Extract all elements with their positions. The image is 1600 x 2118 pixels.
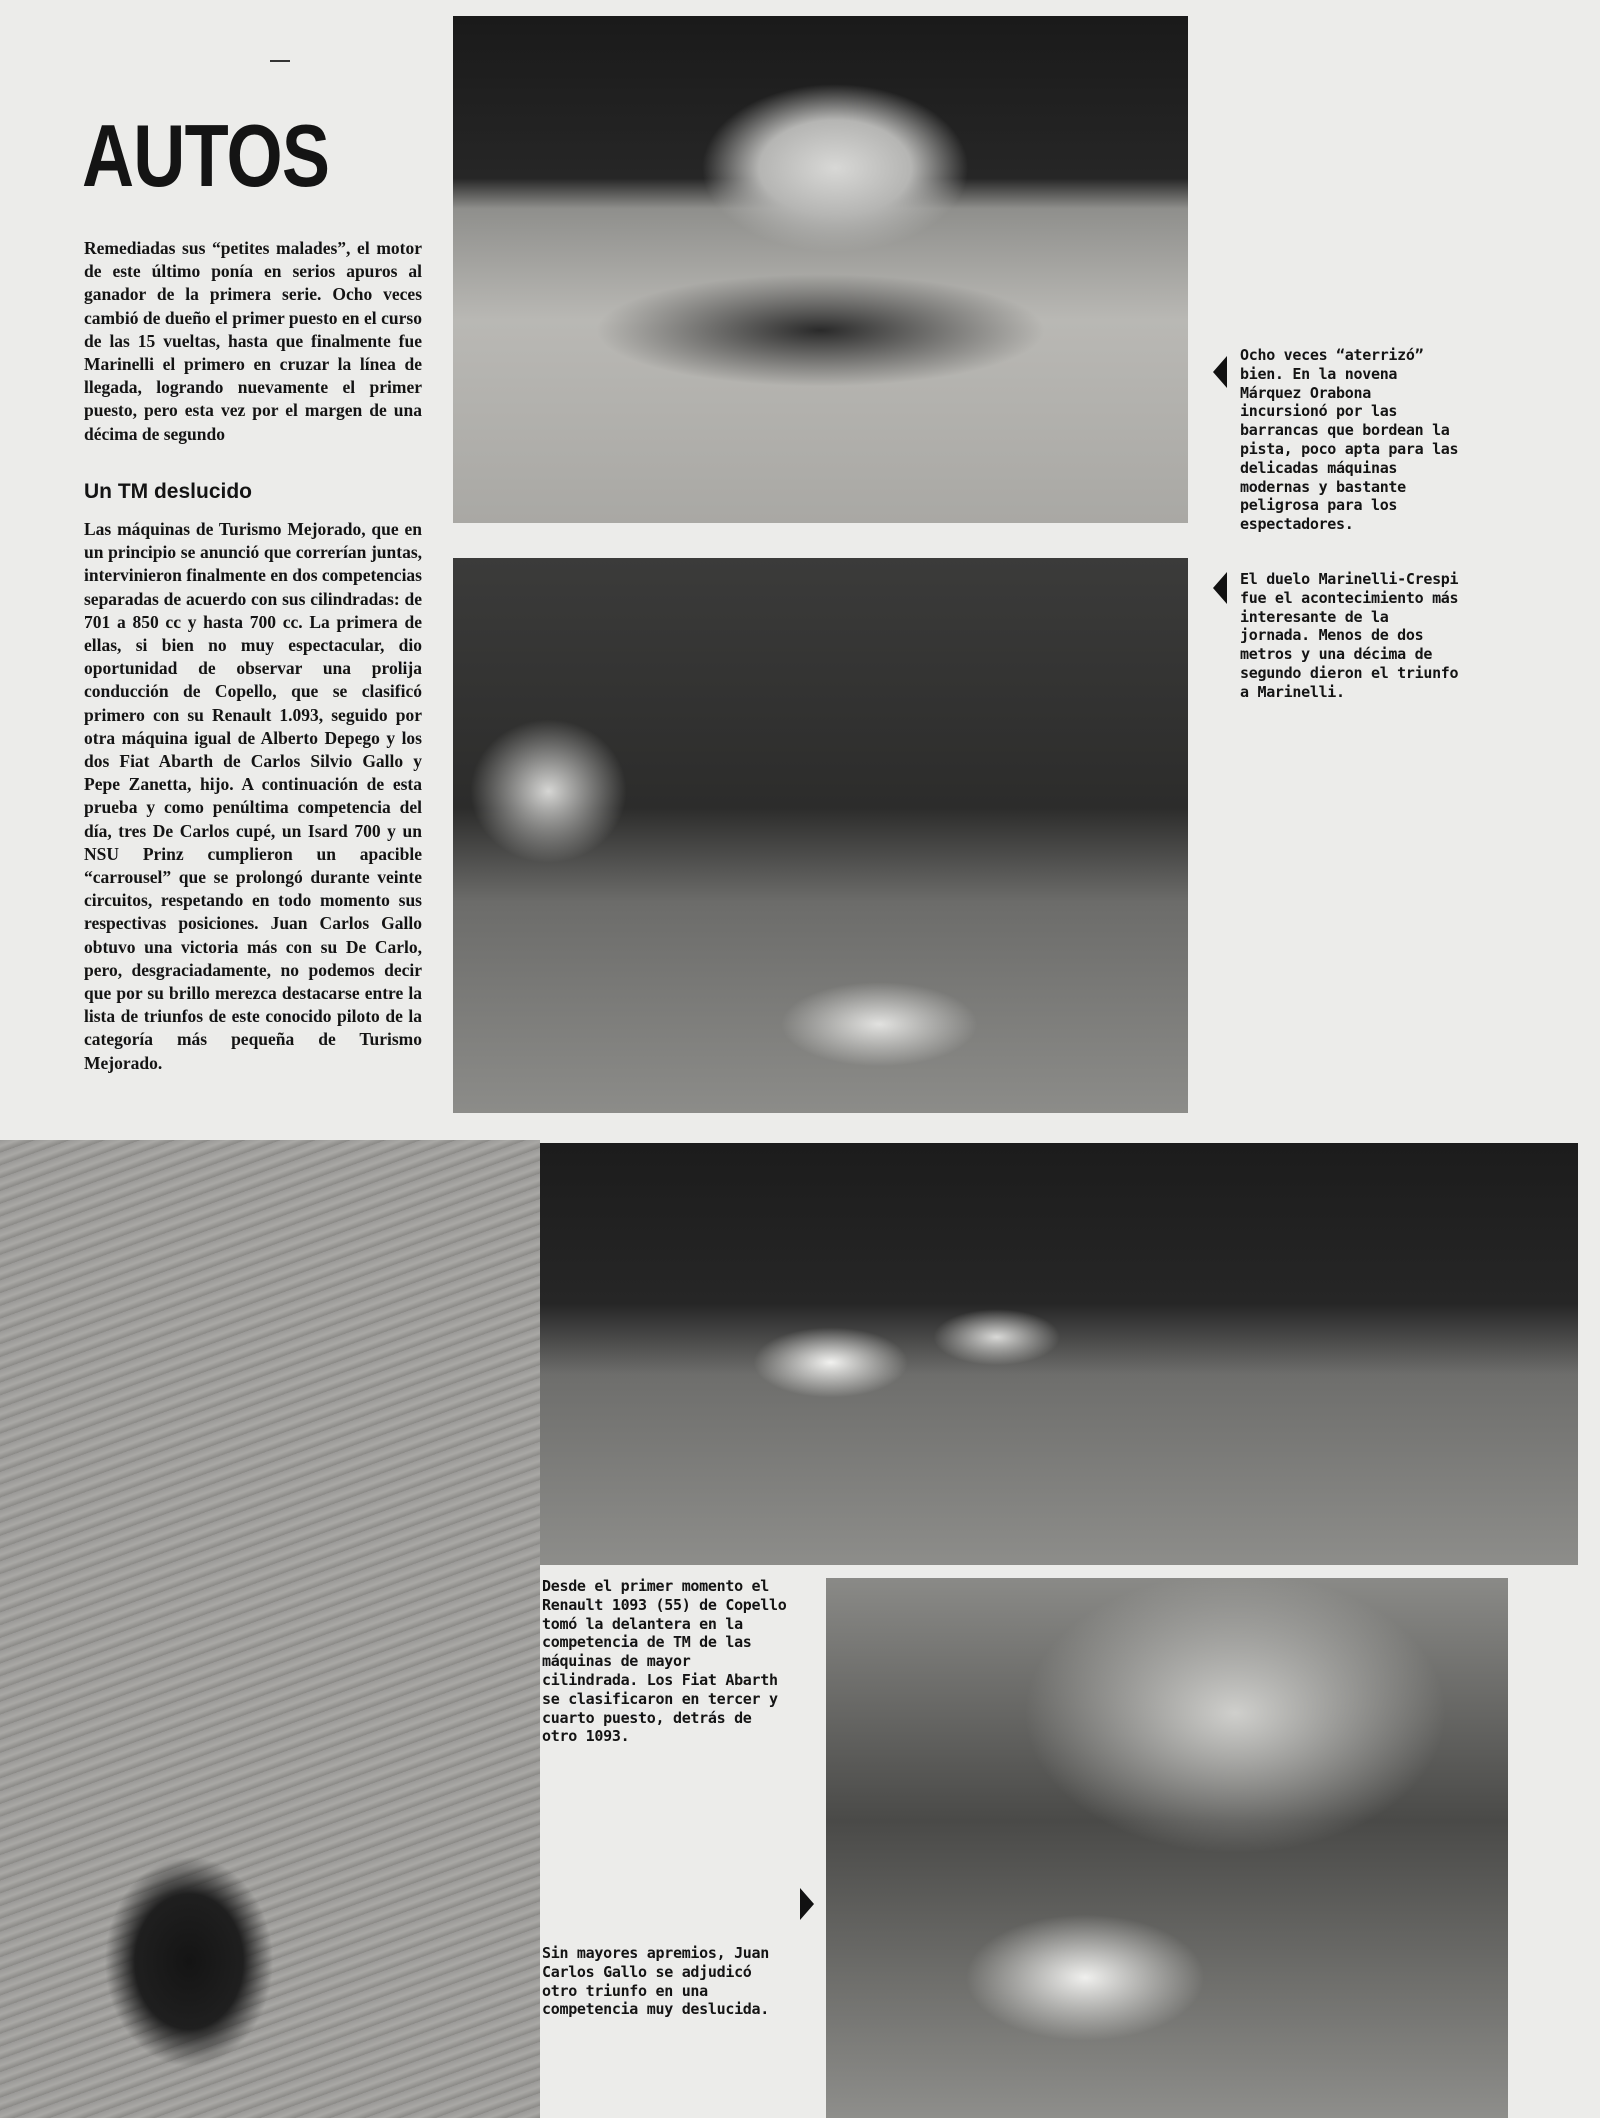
caption-arrow-icon bbox=[1213, 572, 1227, 604]
photo-renault-race bbox=[540, 1143, 1578, 1565]
caption-arrow-icon bbox=[800, 1888, 814, 1920]
caption-renault: Desde el primer momento el Renault 1093 (55) de Copello tomó la delantera en la competencia de TM de las máquinas de mayor cilindrada. Los Fiat Abarth se clasificaron en tercer y cuarto puesto, detrás de otro 1093. bbox=[542, 1577, 787, 1746]
caption-duel: El duelo Marinelli-Crespi fue el acontecimiento más interesante de la jornada. Menos de dos metros y una décima de segundo dieron el triunfo a Marinelli. bbox=[1240, 570, 1459, 701]
photo-decarlo-car bbox=[826, 1578, 1508, 2118]
decorative-dash bbox=[270, 60, 290, 62]
photo-car-jump bbox=[453, 16, 1188, 523]
section-subhead: Un TM deslucido bbox=[84, 480, 252, 503]
caption-car-jump: Ocho veces “aterrizó” bien. En la novena Márquez Orabona incursionó por las barrancas que bordean la pista, poco apta para las delicadas máquinas modernas y bastante peligrosa para los espectadores. bbox=[1240, 346, 1459, 534]
photo-race-start bbox=[453, 558, 1188, 1113]
caption-arrow-icon bbox=[1213, 356, 1227, 388]
page-headline: AUTOS bbox=[82, 106, 330, 205]
intro-paragraph: Remediadas sus “petites malades”, el motor de este último ponía en serios apuros al ganador de la primera serie. Ocho veces cambió de dueño el primer puesto en el curso de las 15 vueltas, hasta que finalmente fue Marinelli el primero en cruzar la línea de llegada, logrando nuevamente el primer puesto, pero esta vez por el margen de una décima de segundo bbox=[84, 238, 422, 444]
tm-paragraph: Las máquinas de Turismo Mejorado, que en un principio se anunció que correrían juntas, intervinieron finalmente en dos competencias separadas de acuerdo con sus cilindradas: de 701 a 850 cc y hasta 700 cc. La primera de ellas, si bien no muy espectacular, dio oportunidad de observar una prolija conducción de Copello, que se clasificó primero con su Renault 1.093, seguido por otra máquina igual de Alberto Depego y los dos Fiat Abarth de Carlos Silvio Gallo y Pepe Zanetta, hijo. A continuación de esta prueba y como penúltima competencia del día, tres De Carlos cupé, un Isard 700 y un NSU Prinz cumplieron un apacible “carrousel” que se prolongó durante veinte circuitos, respetando en todo momento sus respectivas posiciones. Juan Carlos Gallo obtuvo una victoria más con su De Carlo, pero, desgraciadamente, no podemos decir que por su brillo merezca destacarse entre la lista de triunfos de este conocido piloto de la categoría más pequeña de Turismo Mejorado. bbox=[84, 519, 422, 1073]
photo-wheel-closeup bbox=[0, 1140, 540, 2118]
caption-decarlo: Sin mayores apremios, Juan Carlos Gallo se adjudicó otro triunfo en una competencia muy deslucida. bbox=[542, 1944, 770, 2019]
